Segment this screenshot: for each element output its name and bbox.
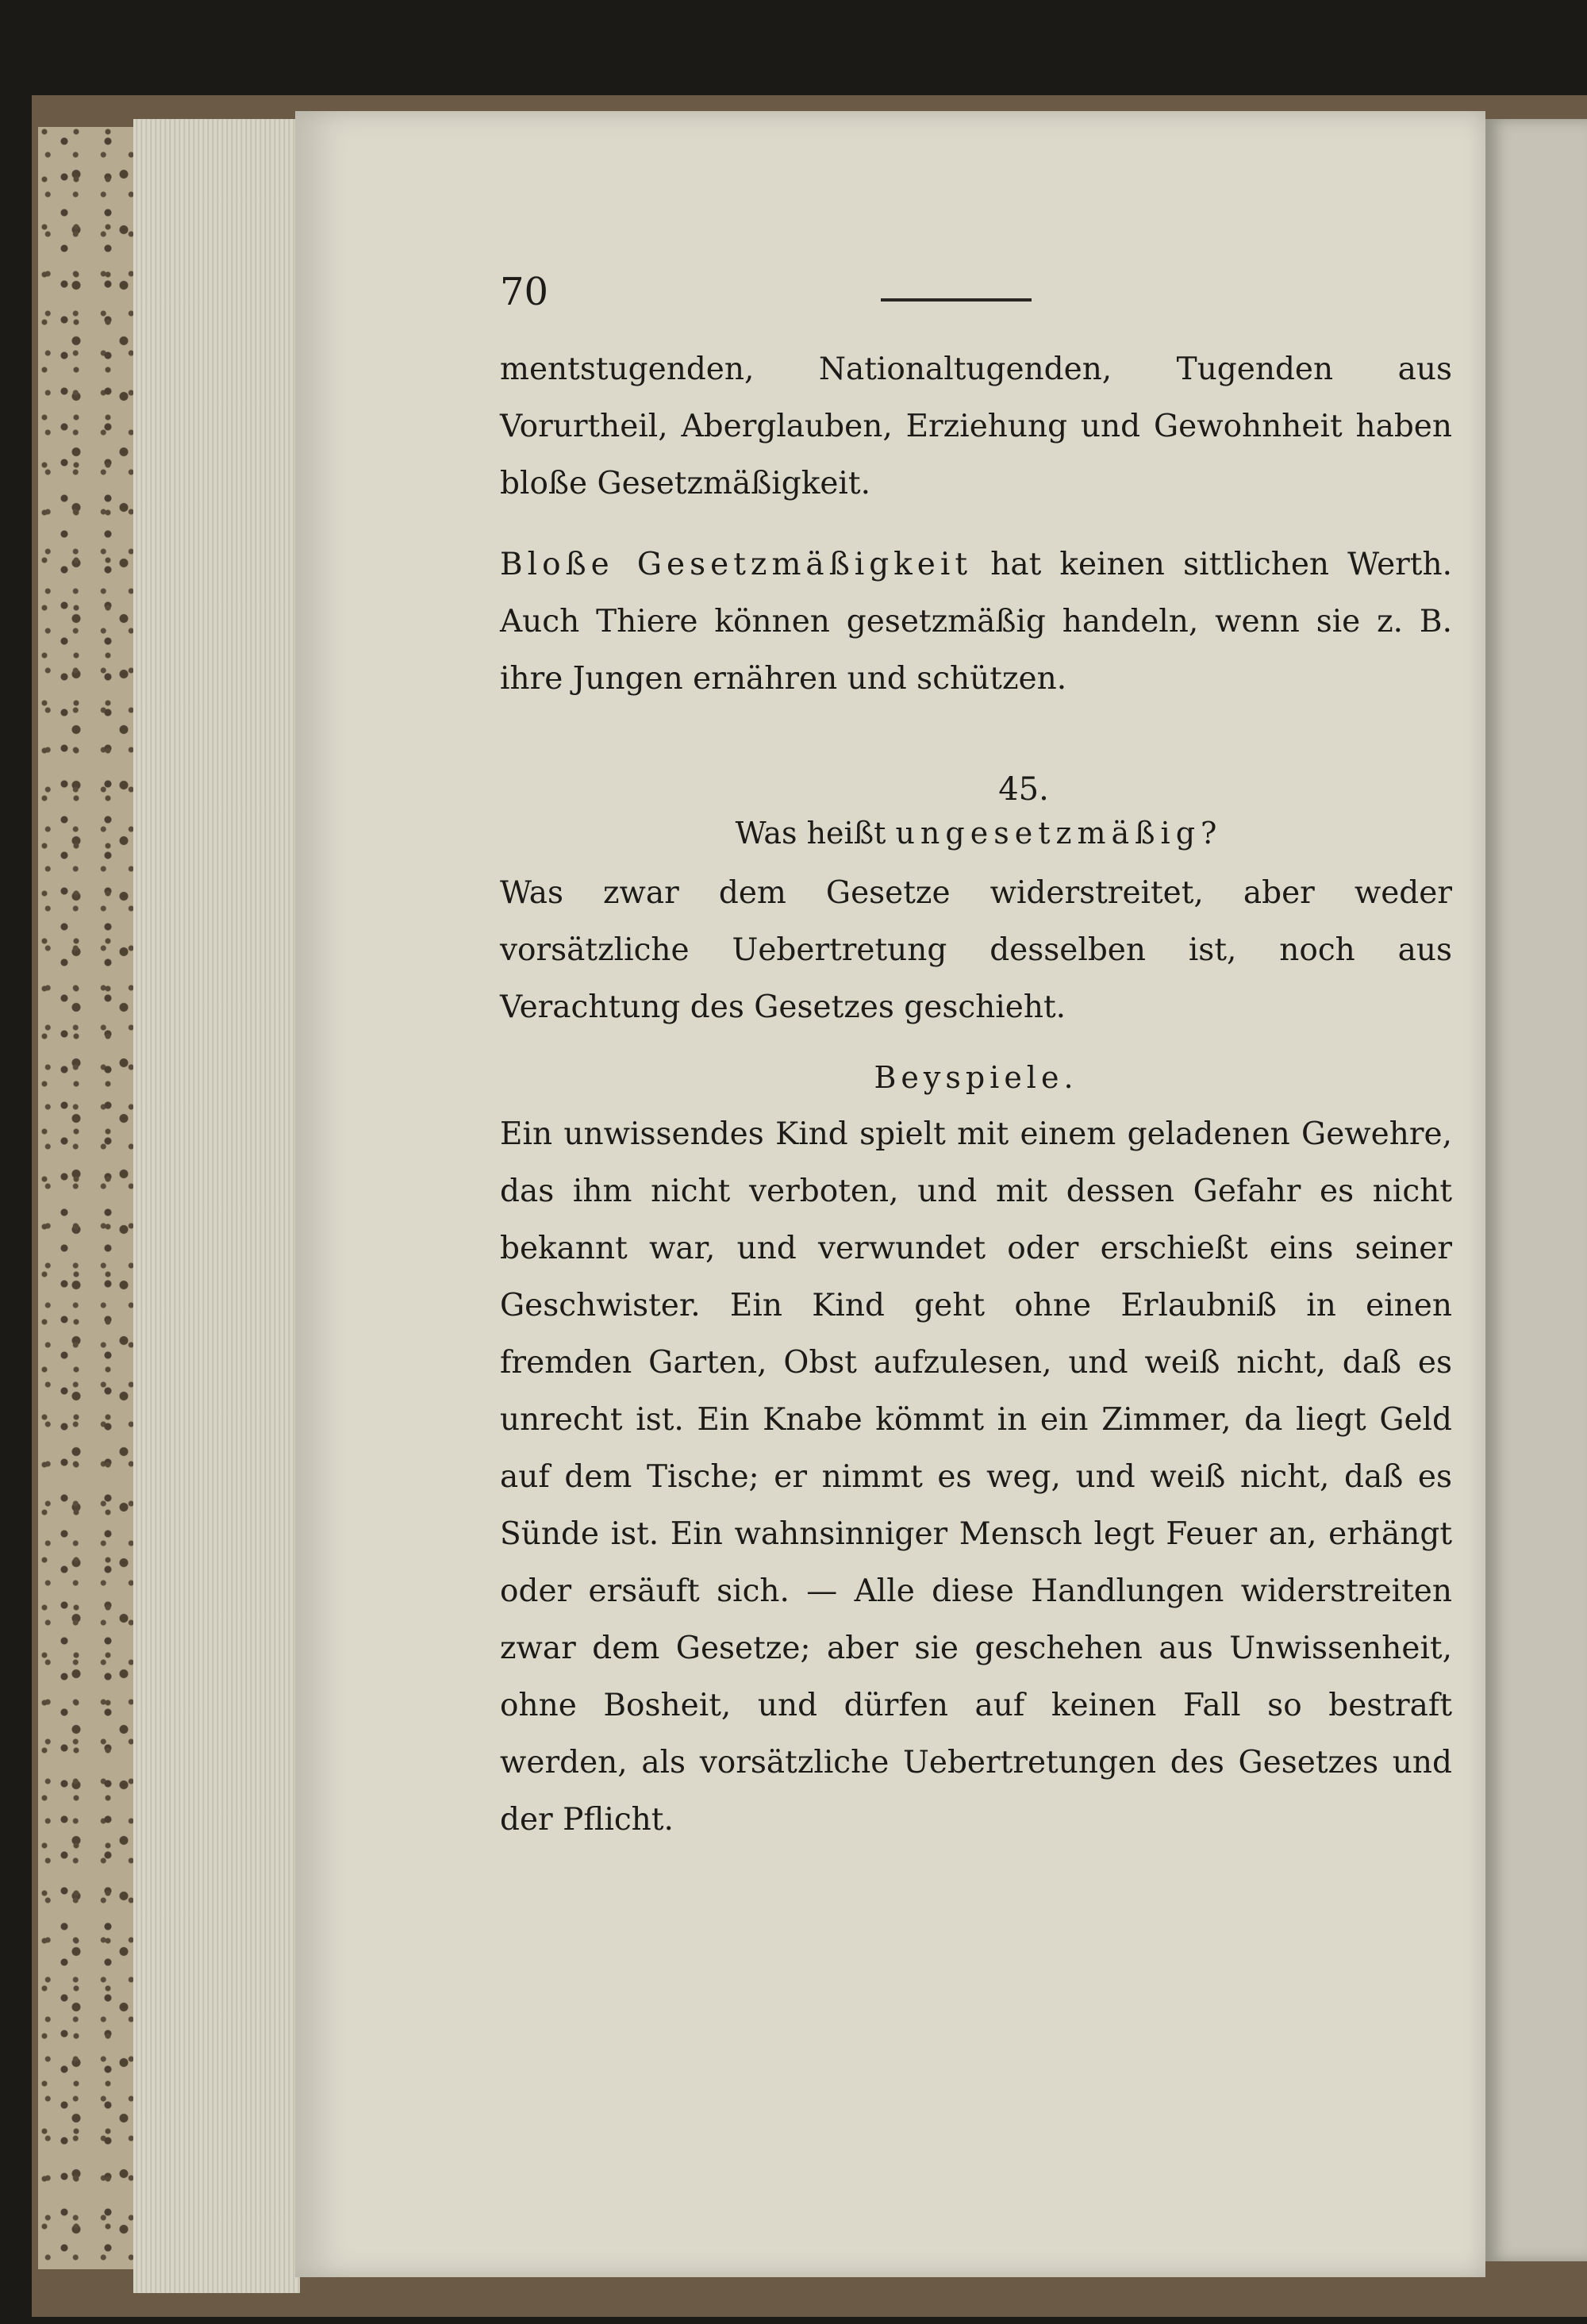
- page-content: [500, 270, 1452, 1873]
- paragraph-continuation: mentstugenden, Nationaltugenden, Tugenden aus Vorurtheil, Aberglauben, Erziehung und Gewohnheit haben bloße Gesetzmäßigkeit.: [500, 351, 1452, 501]
- examples-label: Beyspiele.: [874, 1060, 1078, 1095]
- paragraph-bloße-gesetzmaessigkeit: [500, 536, 1452, 708]
- book-page: [295, 111, 1485, 2277]
- page-header: [500, 270, 1452, 341]
- section-answer: Was zwar dem Gesetze widerstreitet, aber weder vorsätzliche Uebertretung desselben ist, noch aus Verachtung des Gesetzes geschieht.: [500, 875, 1452, 1025]
- question-end: ?: [1201, 816, 1217, 851]
- page-stack: [133, 119, 300, 2293]
- header-rule: [881, 298, 1032, 302]
- examples-text: Ein unwissendes Kind spielt mit einem geladenen Gewehre, das ihm nicht verboten, und mit dessen Gefahr es nicht bekannt war, und verwundet oder erschießt eins seiner Geschwister. Ein Kind geht ohne Erlaubniß in einen fremden Garten, Obst aufzulesen, und weiß nicht, daß es unrecht ist. Ein Knabe kömmt in ein Zimmer, da liegt Geld auf dem Tische; er nimmt es weg, und weiß nicht, daß es Sünde ist. Ein wahnsinniger Mensch legt Feuer an, erhängt oder ersäuft sich. — Alle diese Handlungen widerstreiten zwar dem Gesetze; aber sie geschehen aus Unwissenheit, ohne Bosheit, und dürfen auf keinen Fall so bestraft werden, als vorsätzliche Uebertretungen des Gesetzes und der Pflicht.: [500, 1116, 1452, 1838]
- emphasis-spaced: Bloße Gesetzmäßigkeit: [500, 547, 973, 582]
- marbled-edge: [38, 127, 133, 2269]
- section-number: 45.: [998, 771, 1049, 808]
- paragraph-text: hat keinen sittlichen Werth. Auch Thiere können gesetzmäßig handeln, wenn sie z. B. ihre Jungen ernähren und schützen.: [500, 547, 1452, 697]
- facing-page-edge: [1485, 119, 1587, 2261]
- page-number: 70: [500, 270, 549, 314]
- question-lead: Was heißt: [735, 816, 896, 851]
- question-spaced: ungesetzmäßig: [895, 816, 1201, 851]
- section-question: [500, 816, 1452, 851]
